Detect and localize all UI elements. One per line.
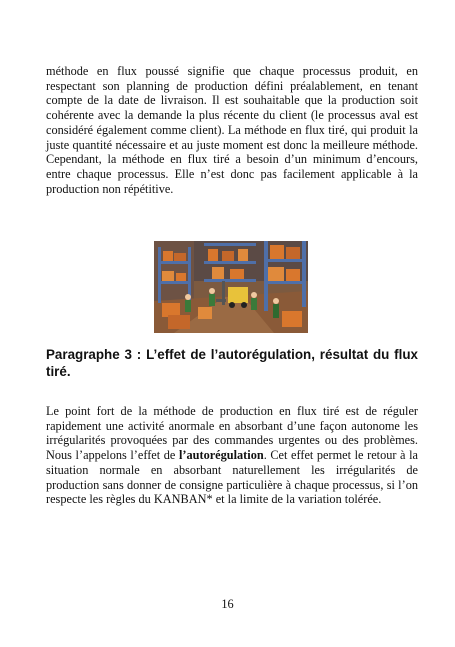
bold-term-autoregulation: l’autorégulation	[178, 448, 264, 463]
body-paragraph-1: méthode en flux poussé signifie que chaque processus produit, en respectant son planning de production défini préalablement, en tenant compte de la date de livraison. Il est souhaitable que la production soit cohérente avec la demande la plus récente du client (le processus aval est considéré également comme client). La méthode en flux tiré, qui produit la juste quantité nécessaire et au juste moment est donc la meilleure méthode. Cependant, la méthode en flux tiré a besoin d’un minimum d’encours, entre chaque processus. Elle n’est donc pas facilement applicable à la production non répétitive.	[46, 64, 418, 196]
paragraph-2-text-start: Le point fort de la méthode de production en flux tiré est de réguler rapidement une activité anormale en absorbant d’une façon autonome les irrégularités provoquées par des commandes urgentes ou des problèmes. Nous l’appelons l’effet de	[46, 404, 418, 463]
page-number: 16	[221, 597, 234, 611]
paragraph-2-text-end: . Cet effet permet le retour à la situation normale en absorbant naturellement les irrégularités de production sans donner de consigne particulière à chaque processus, si l’on respecte les règles du KANBAN* et la limite de la variation tolérée.	[46, 448, 418, 507]
section-heading: Paragraphe 3 : L’effet de l’autorégulation, résultat du flux tiré.	[46, 347, 418, 379]
body-paragraph-2	[46, 404, 418, 507]
warehouse-illustration	[154, 241, 308, 333]
warehouse-illustration-svg	[154, 241, 308, 333]
